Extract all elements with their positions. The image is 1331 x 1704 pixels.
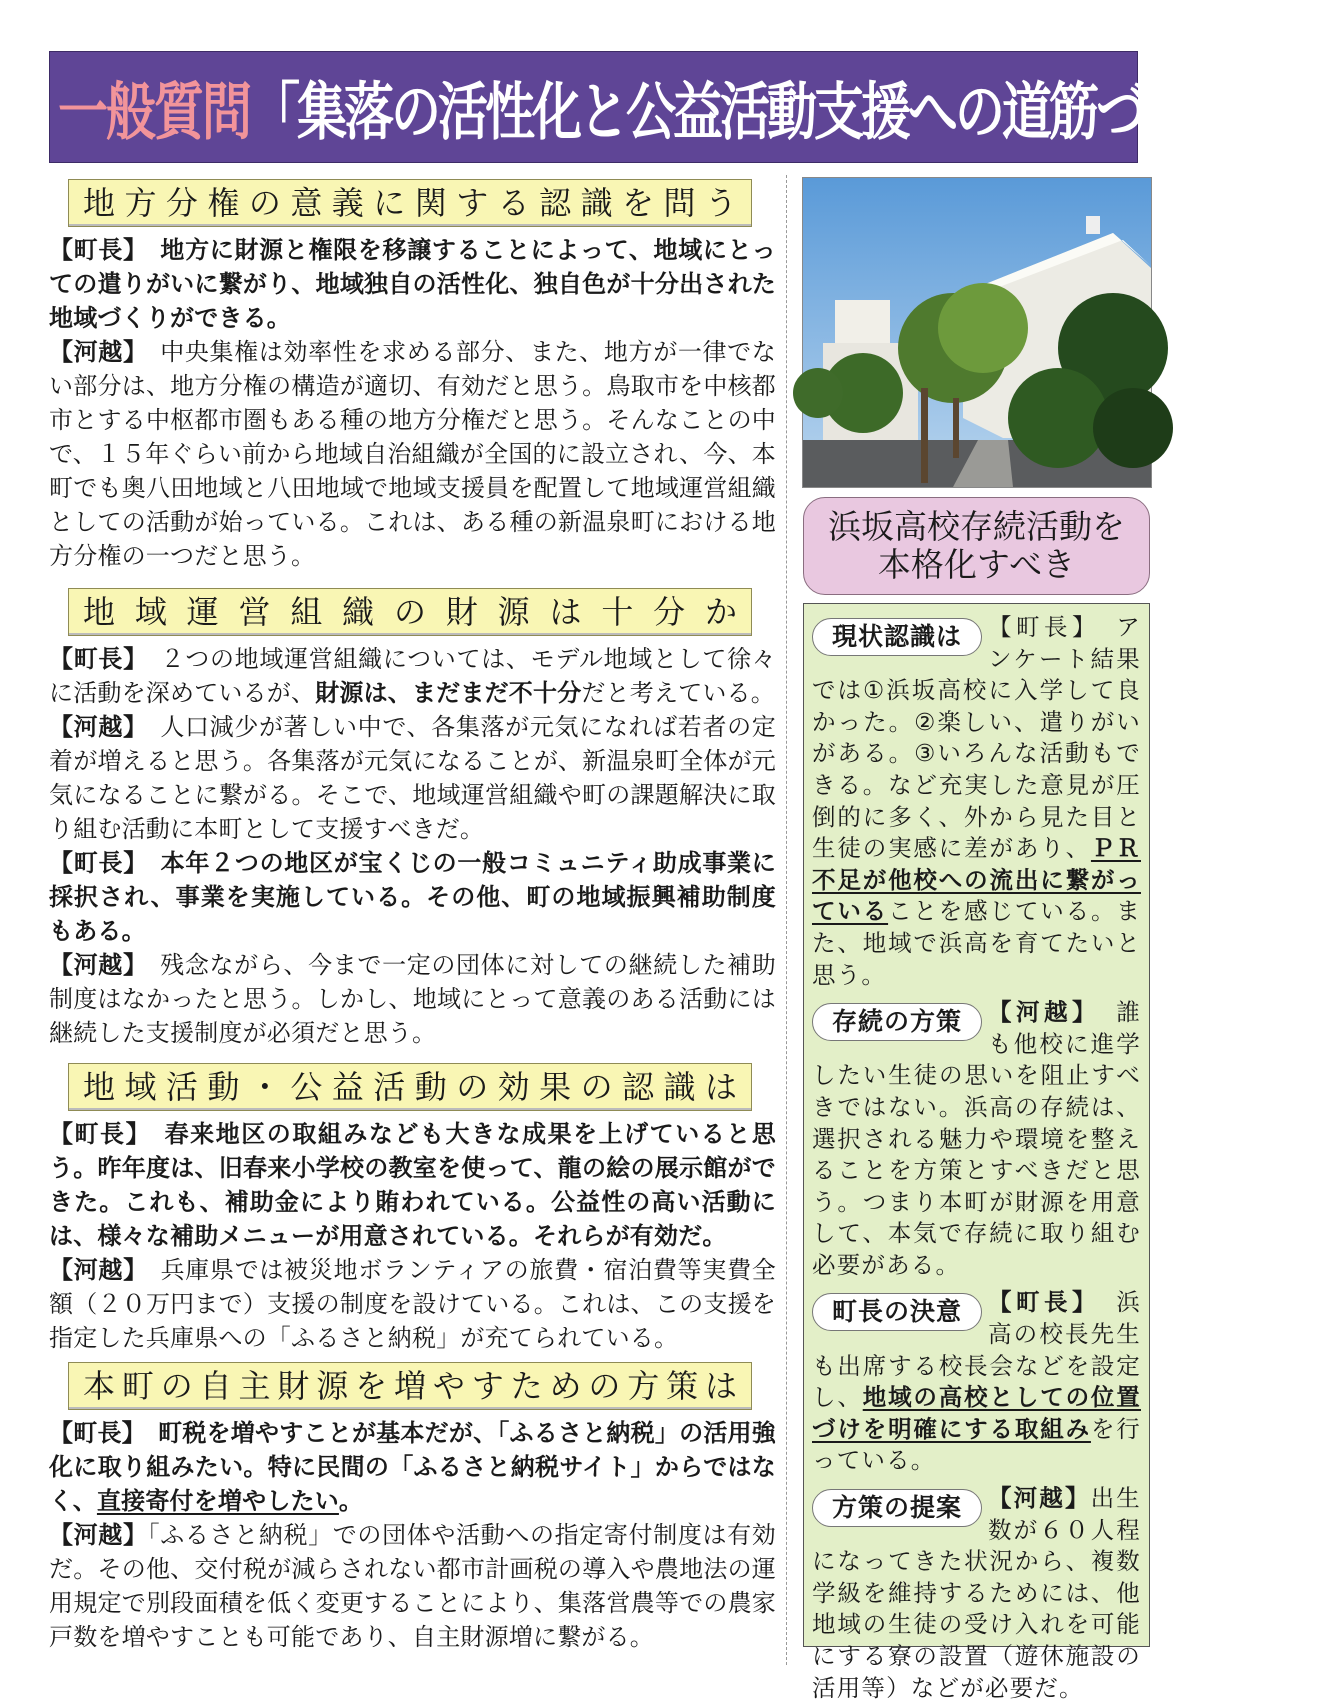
sidebar-item-current-recognition — [812, 612, 1141, 991]
answer-mayor — [49, 1117, 776, 1253]
answer-mayor — [49, 846, 776, 948]
answer-mayor — [49, 233, 776, 335]
para-emphasis: 直接寄付を増やしたい — [96, 1487, 339, 1515]
para-text: 「ふるさと納税」での団体や活動への指定寄付制度は有効だ。その他、交付税が減らされない都市計画税の導入や農地法の運用規定で別段面積を低く変更することにより、集落営農等での農家戸数を増やすことも可能であり、自主財源増に繋がる。 — [49, 1521, 776, 1651]
column-divider — [786, 175, 787, 1665]
section-heading: 地方分権の意義に関する認識を問う — [68, 179, 752, 227]
para-text: 町税を増やすことが基本だが、「ふるさと納税」の活用強化に取り組みたい。特に民間の「ふるさと納税サイト」からではなく、 — [49, 1419, 776, 1515]
question-kawagoe — [49, 335, 776, 573]
section-heading: 本町の自主財源を増やすための方策は — [68, 1362, 752, 1410]
speaker-label: 【町長】 — [49, 849, 136, 877]
para-text: 人口減少が著しい中で、各集落が元気になれば若者の定着が増えると思う。各集落が元気になることが、新温泉町全体が元気になることに繋がる。そこで、地域運営組織や町の課題解決に取り組む活動に本町として支援すべきだ。 — [49, 713, 777, 843]
speaker-label: 【町長】 — [988, 613, 1089, 641]
para-text: 地方に財源と権限を移譲することによって、地域にとっての遣りがいに繋がり、地域独自の活性化、独自色が十分出された地域づくりができる。 — [49, 236, 776, 332]
para-text: ことを感じている。また、地域で浜高を育てたいと思う。 — [812, 897, 1141, 989]
section-revenue — [49, 1362, 776, 1654]
para-text: を行っている。 — [812, 1414, 1141, 1475]
para-emphasis: ＰＲ不足が他校への流出に繋がっている — [812, 834, 1141, 926]
answer-mayor — [49, 642, 776, 710]
sidebar-item-proposal — [812, 1483, 1141, 1704]
sidebar-headline-line: 本格化すべき — [877, 545, 1076, 584]
topic-label: 方策の提案 — [812, 1489, 982, 1527]
speaker-label: 【河越】 — [49, 713, 136, 741]
question-kawagoe — [49, 1253, 776, 1355]
para-emphasis: 地域の高校としての位置づけを明確にする取組み — [812, 1383, 1141, 1443]
school-photo-image — [803, 178, 1151, 487]
para-text: 出生数が６０人程になってきた状況から、複数学級を維持するためには、他地域の生徒の受け入れを可能にする寮の設置（遊休施設の活用等）などが必要だ。 — [812, 1484, 1141, 1702]
topic-label: 町長の決意 — [812, 1293, 982, 1331]
topic-label: 現状認識は — [812, 618, 982, 656]
sidebar-item-survival-measures — [812, 997, 1141, 1281]
speaker-label: 【河越】 — [988, 998, 1089, 1027]
para-text: 誰も他校に進学したい生徒の思いを阻止すべきではない。浜高の存続は、選択される魅力や環境を整えることを方策とすべきだと思う。つまり本町が財源を用意して、本気で存続に取り組む必要がある。 — [812, 998, 1141, 1279]
section-effects — [49, 1063, 776, 1355]
para-text: 残念ながら、今まで一定の団体に対しての継続した補助制度はなかったと思う。しかし、地域にとって意義のある活動には継続した支援制度が必須だと思う。 — [49, 951, 776, 1047]
para-text: 春来地区の取組みなども大きな成果を上げていると思う。昨年度は、旧春来小学校の教室を使って、龍の絵の展示館ができた。これも、補助金により賄われている。公益性の高い活動には、様々な補助メニューが用意されている。それらが有効だ。 — [49, 1120, 776, 1250]
title-prefix: 一般質問 — [58, 75, 250, 149]
para-text: だと考えている。 — [581, 679, 776, 707]
speaker-label: 【河越】 — [988, 1484, 1091, 1513]
section-funding — [49, 588, 776, 1050]
sidebar-headline-line: 浜坂高校存続活動を — [828, 507, 1125, 546]
topic-label: 存続の方策 — [812, 1003, 982, 1041]
school-building-photo — [802, 177, 1152, 488]
section-decentralization — [49, 179, 776, 573]
question-kawagoe — [49, 710, 776, 846]
speaker-label: 【河越】 — [49, 951, 136, 979]
speaker-label: 【河越】 — [49, 1256, 136, 1284]
para-text: 。 — [338, 1487, 364, 1515]
speaker-label: 【町長】 — [49, 1419, 134, 1447]
page-title: 「集落の活性化と公益活動支援への道筋づくりへ」 — [250, 75, 1331, 149]
question-kawagoe — [49, 948, 776, 1050]
page-title-banner — [49, 51, 1331, 163]
para-text: 兵庫県では被災地ボランティアの旅費・宿泊費等実費全額（２０万円まで）支援の制度を設けている。これは、この支援を指定した兵庫県への「ふるさと納税」が充てられている。 — [49, 1256, 776, 1352]
speaker-label: 【河越】 — [49, 338, 136, 366]
para-text: 本年２つの地区が宝くじの一般コミュニティ助成事業に採択され、事業を実施している。その他、町の地域振興補助制度もある。 — [49, 849, 776, 945]
speaker-label: 【河越】 — [49, 1521, 148, 1549]
question-kawagoe — [49, 1518, 776, 1654]
sidebar-headline — [803, 497, 1150, 595]
answer-mayor — [49, 1416, 776, 1518]
speaker-label: 【町長】 — [988, 1288, 1089, 1317]
para-text: アンケート結果では①浜坂高校に入学して良かった。②楽しい、遣りがいがある。③いろんな活動もできる。など充実した意見が圧倒的に多く、外から見た目と生徒の実感に差があり、 — [812, 613, 1141, 863]
speaker-label: 【町長】 — [49, 645, 136, 673]
para-text: 中央集権は効率性を求める部分、また、地方が一律でない部分は、地方分権の構造が適切、有効だと思う。鳥取市を中核都市とする中枢都市圏もある種の地方分権だと思う。そんなことの中で、１５年ぐらい前から地域自治組織が全国的に設立され、今、本町でも奥八田地域と八田地域で地域支援員を配置して地域運営組織としての活動が始っている。これは、ある種の新温泉町における地方分権の一つだと思う。 — [49, 338, 776, 570]
speaker-label: 【町長】 — [49, 1120, 140, 1148]
para-text: 浜高の校長先生も出席する校長会などを設定し、 — [812, 1288, 1141, 1412]
speaker-label: 【町長】 — [49, 236, 136, 264]
para-text: ２つの地域運営組織については、モデル地域として徐々に活動を深めているが、 — [49, 645, 776, 707]
sidebar-item-mayor-resolve — [812, 1287, 1141, 1477]
section-heading: 地域活動・公益活動の効果の認識は — [68, 1063, 752, 1111]
sidebar-content-box — [803, 603, 1150, 1702]
section-heading: 地域運営組織の財源は十分か — [68, 588, 752, 636]
para-emphasis: 財源は、まだまだ不十分 — [315, 679, 582, 707]
